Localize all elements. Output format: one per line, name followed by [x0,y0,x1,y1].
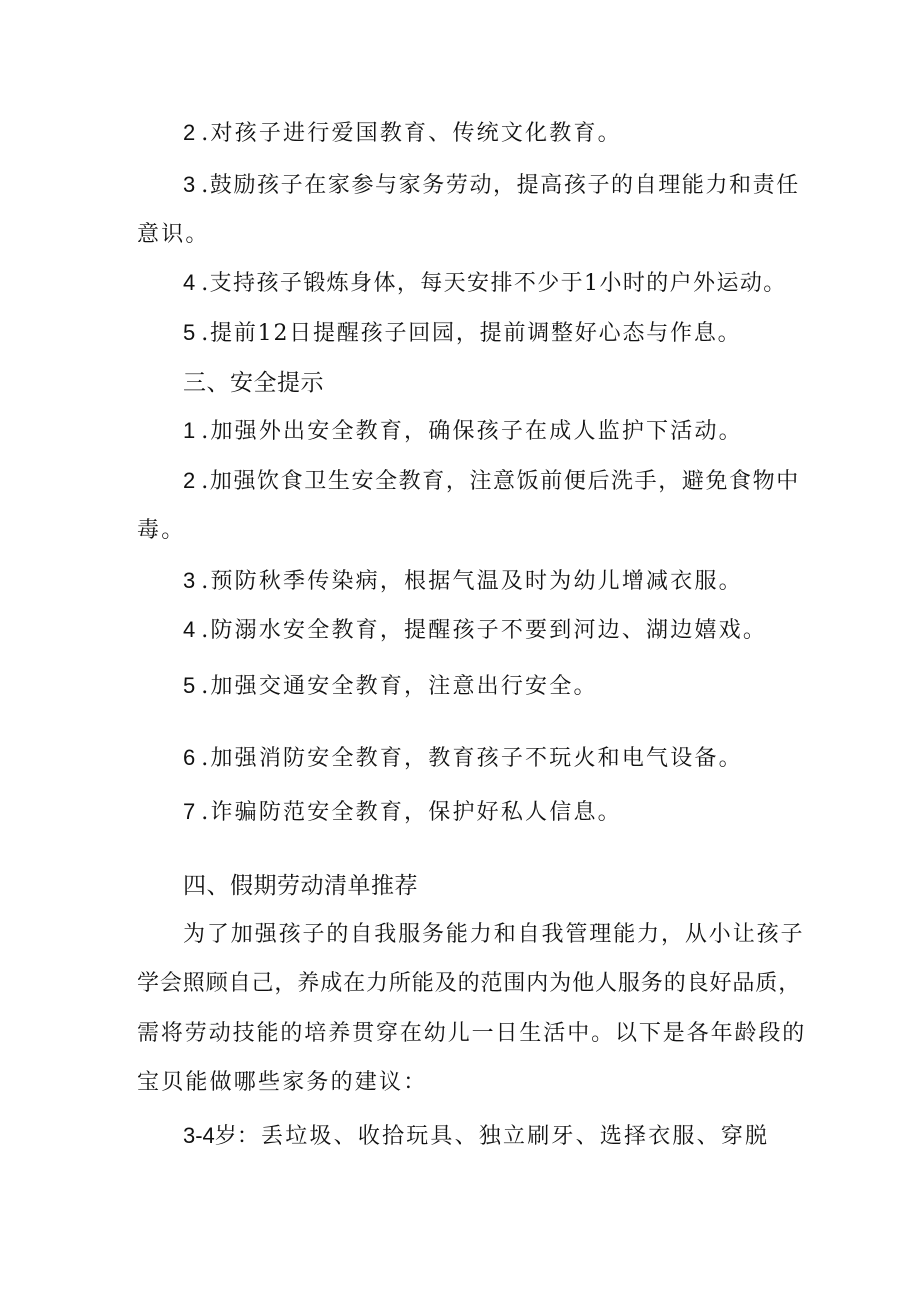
list-item [183,268,787,299]
section-heading: 四、假期劳动清单推荐 [183,873,418,899]
item-number: 1 [183,418,196,443]
item-number: 6 [183,745,196,770]
list-item [183,416,743,447]
item-text: .加强消防安全教育，教育孩子不玩火和电气设备。 [201,746,743,771]
item-number: 4 [183,270,196,295]
item-number: 5 [183,320,196,345]
list-item [183,797,622,828]
list-item [183,566,743,597]
item-text: .加强饮食卫生安全教育，注意饭前便后洗手，避免食物中 [201,469,800,494]
item-text: .防溺水安全教育，提醒孩子不要到河边、湖边嬉戏。 [201,618,768,643]
item-number: 2 [183,120,196,145]
item-text: .加强外出安全教育，确保孩子在成人监护下活动。 [201,419,743,444]
item-number: 2 [183,468,196,493]
list-item [183,1121,769,1152]
paragraph-line: 宝贝能做哪些家务的建议： [137,1070,428,1095]
item-text: .提前12日提醒孩子回园，提前调整好心态与作息。 [201,321,742,346]
section-heading: 三、安全提示 [183,370,324,396]
item-text: ：丢垃圾、收拾玩具、独立刷牙、选择衣服、穿脱 [236,1124,770,1149]
item-number: 7 [183,799,196,824]
item-text: .支持孩子锻炼身体，每天安排不少于1小时的户外运动。 [201,271,787,296]
item-number: 5 [183,673,196,698]
list-item [183,118,622,149]
list-item [183,743,743,774]
paragraph-line: 学会照顾自己，养成在力所能及的范围内为他人服务的良好品质， [137,971,802,996]
list-item [183,170,800,201]
item-text: .诈骗防范安全教育，保护好私人信息。 [201,800,622,825]
list-item [183,615,767,646]
age-range: 3-4岁 [183,1123,237,1148]
item-text: .对孩子进行爱国教育、传统文化教育。 [201,121,622,146]
list-item-continuation: 毒。 [137,518,186,543]
item-number: 3 [183,568,196,593]
list-item-continuation: 意识。 [137,222,210,247]
paragraph-line: 为了加强孩子的自我服务能力和自我管理能力，从小让孩子 [183,922,805,947]
item-number: 3 [183,172,196,197]
item-text: .加强交通安全教育，注意出行安全。 [201,674,598,699]
list-item [183,466,800,497]
list-item [183,671,598,702]
paragraph-line: 需将劳动技能的培养贯穿在幼儿一日生活中。以下是各年龄段的 [137,1021,807,1046]
item-number: 4 [183,617,196,642]
item-text: .鼓励孩子在家参与家务劳动，提高孩子的自理能力和责任 [201,173,800,198]
list-item [183,318,741,349]
item-text: .预防秋季传染病，根据气温及时为幼儿增减衣服。 [201,569,743,594]
